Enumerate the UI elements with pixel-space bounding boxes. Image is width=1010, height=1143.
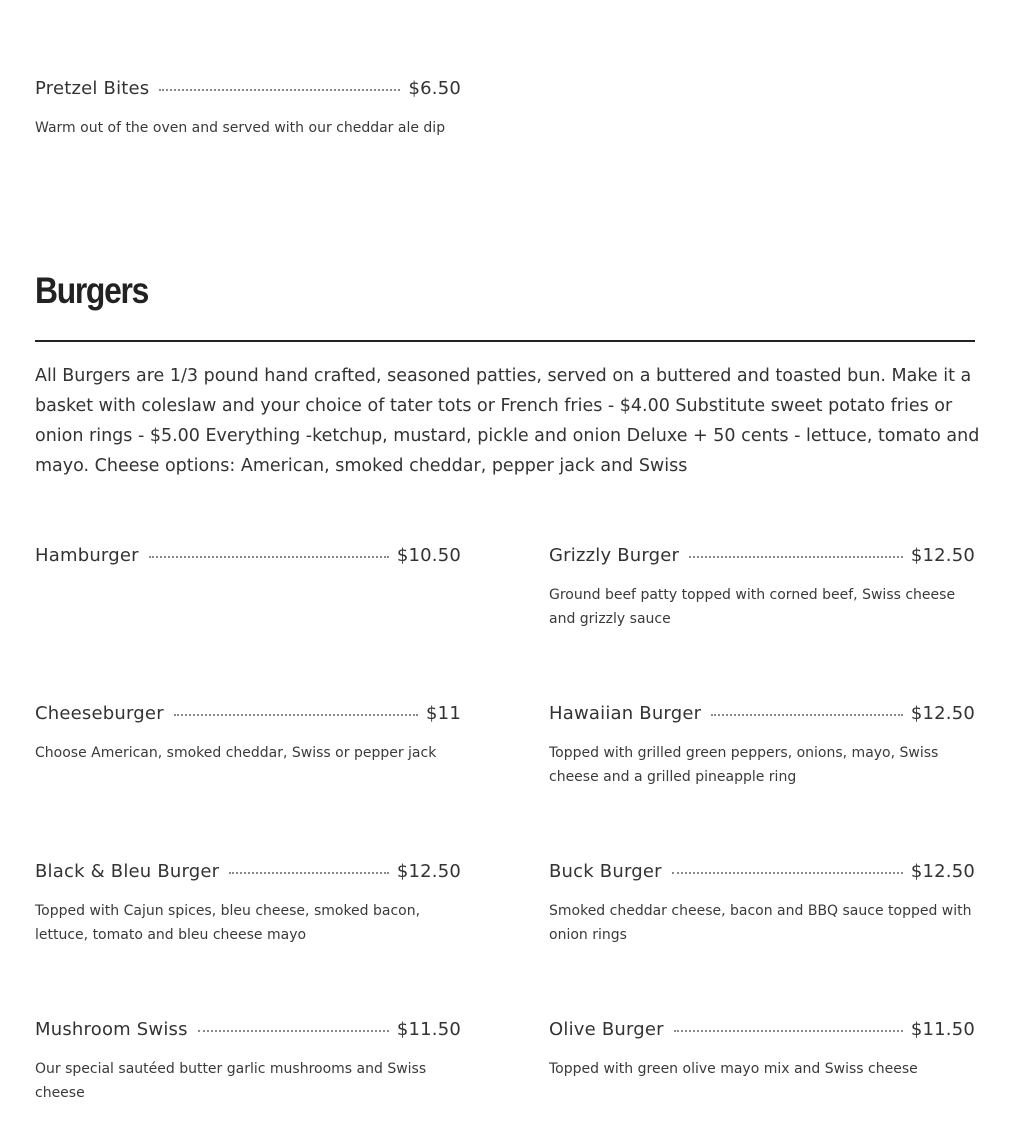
menu-item-mushroom-swiss (35, 1019, 461, 1105)
menu-item-name: Black & Bleu Burger (35, 861, 220, 882)
menu-item-name: Grizzly Burger (549, 545, 680, 566)
menu-item-description: Ground beef patty topped with corned beef, Swiss cheese and grizzly sauce (549, 587, 956, 627)
menu-item-description: Our special sautéed butter garlic mushrooms and Swiss cheese (35, 1061, 427, 1101)
menu-item-hawaiian-burger (549, 703, 975, 789)
menu-item-name: Olive Burger (549, 1019, 664, 1040)
menu-item-grizzly-burger (549, 545, 975, 631)
menu-item-description: Choose American, smoked cheddar, Swiss or pepper jack (35, 745, 437, 761)
section-intro: All Burgers are 1/3 pound hand crafted, seasoned patties, served on a buttered and toasted bun. Make it a basket with coleslaw and your choice of tater tots or French fries - $4.00 Substitute sweet potato fries or onion rings - $5.00 Everything -ketchup, mustard, pickle and onion Deluxe + 50 cents - lettuce, tomato and mayo. Cheese options: American, smoked cheddar, pepper jack and Swiss (35, 366, 980, 476)
menu-item-description: Smoked cheddar cheese, bacon and BBQ sauce topped with onion rings (549, 903, 972, 943)
section-divider (35, 340, 975, 342)
menu-item-price: $12.50 (910, 861, 975, 882)
dot-leader (674, 1030, 903, 1032)
menu-item-price: $12.50 (910, 545, 975, 566)
menu-item-row (35, 78, 461, 102)
menu-item-row (549, 1019, 975, 1043)
menu-item-description: Topped with Cajun spices, bleu cheese, smoked bacon, lettuce, tomato and bleu cheese mayo (35, 903, 421, 943)
menu-item-description: Warm out of the oven and served with our cheddar ale dip (35, 120, 446, 136)
menu-item-price: $12.50 (910, 703, 975, 724)
dot-leader (198, 1030, 389, 1032)
menu-item-row (35, 545, 461, 569)
menu-item-name: Cheeseburger (35, 703, 164, 724)
menu-item-price: $11.50 (910, 1019, 975, 1040)
menu-item-row (35, 703, 461, 727)
menu-item-row (549, 703, 975, 727)
menu-item-name: Hawaiian Burger (549, 703, 702, 724)
menu-item-hamburger (35, 545, 461, 569)
menu-item-name: Pretzel Bites (35, 78, 150, 99)
menu-item-price: $11 (426, 703, 461, 724)
menu-item-name: Buck Burger (549, 861, 662, 882)
menu-item-pretzel-bites (35, 78, 461, 140)
menu-item-row (35, 1019, 461, 1043)
dot-leader (711, 714, 903, 716)
menu-item-row (35, 861, 461, 885)
menu-item-description: Topped with grilled green peppers, onions, mayo, Swiss cheese and a grilled pineapple ring (549, 745, 939, 785)
dot-leader (149, 556, 389, 558)
dot-leader (174, 714, 418, 716)
menu-item-name: Hamburger (35, 545, 139, 566)
menu-item-price: $11.50 (396, 1019, 461, 1040)
menu-item-cheeseburger (35, 703, 461, 765)
dot-leader (229, 872, 389, 874)
menu-item-name: Mushroom Swiss (35, 1019, 188, 1040)
menu-item-row (549, 545, 975, 569)
dot-leader (159, 89, 400, 91)
menu-item-black-bleu-burger (35, 861, 461, 947)
menu-item-buck-burger (549, 861, 975, 947)
dot-leader (672, 872, 903, 874)
menu-item-olive-burger (549, 1019, 975, 1081)
menu-item-price: $6.50 (408, 78, 461, 99)
menu-item-price: $10.50 (396, 545, 461, 566)
section-title-burgers: Burgers (35, 270, 148, 311)
menu-item-row (549, 861, 975, 885)
menu-item-description: Topped with green olive mayo mix and Swiss cheese (549, 1061, 918, 1077)
dot-leader (689, 556, 903, 558)
menu-item-price: $12.50 (396, 861, 461, 882)
menu-page (35, 0, 980, 1143)
